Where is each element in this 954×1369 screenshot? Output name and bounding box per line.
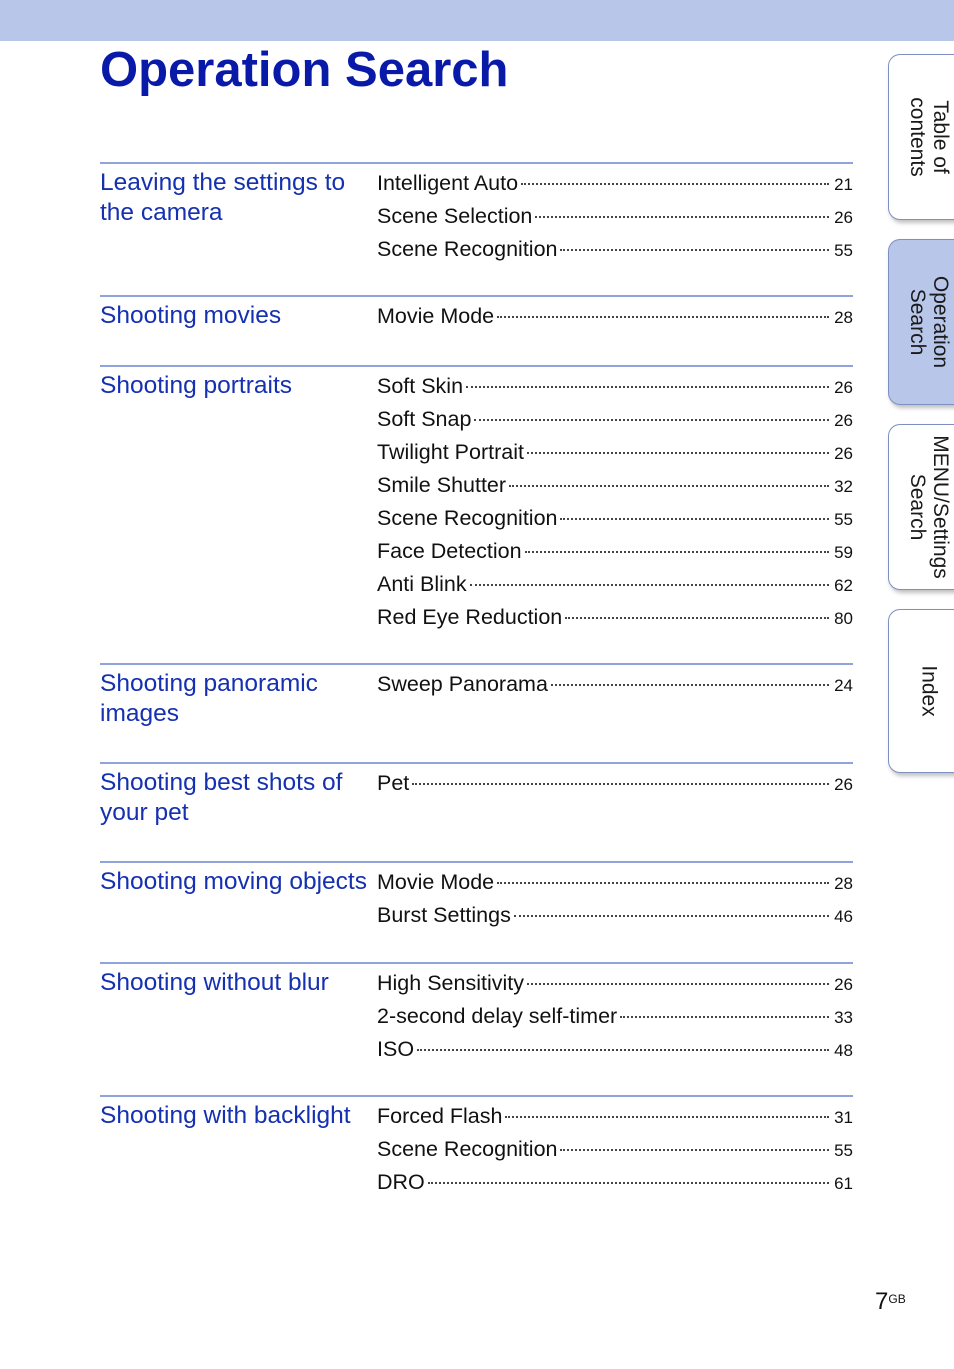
dot-leader	[521, 183, 829, 185]
section-shooting-panoramic-images	[100, 663, 853, 727]
entry-page-number: 26	[834, 208, 853, 227]
entry-page-number: 46	[834, 907, 853, 926]
entry-link-twilight-portrait[interactable]	[377, 436, 853, 469]
entry-page-number: 28	[834, 874, 853, 893]
page-number-value: 7	[875, 1288, 889, 1315]
entry-page-number: 26	[834, 975, 853, 994]
dot-leader	[560, 249, 829, 251]
section-heading: Shooting moving objects	[100, 868, 367, 895]
entry-page-number: 26	[834, 444, 853, 463]
entry-link-movie-mode[interactable]	[377, 866, 853, 899]
entry-page-number: 61	[834, 1174, 853, 1193]
entry-page-number: 59	[834, 543, 853, 562]
section-heading: Leaving the settings to the camera	[100, 169, 346, 226]
tab-label: Operation Search	[905, 275, 952, 369]
entry-link-forced-flash[interactable]	[377, 1100, 853, 1133]
entry-label: Intelligent Auto	[377, 171, 519, 195]
dot-leader	[412, 783, 829, 785]
section-shooting-portraits	[100, 365, 853, 629]
entry-page-number: 26	[834, 378, 853, 397]
entry-list	[377, 967, 853, 1066]
dot-leader	[560, 1149, 829, 1151]
entry-page-number: 28	[834, 308, 853, 327]
section-shooting-best-shots-of-your-pet	[100, 762, 853, 826]
dot-leader	[474, 419, 829, 421]
dot-leader	[505, 1116, 829, 1118]
entry-list	[377, 370, 853, 634]
entry-list	[377, 167, 853, 266]
entry-link-smile-shutter[interactable]	[377, 469, 853, 502]
dot-leader	[514, 915, 829, 917]
tab-label: Index	[917, 665, 940, 717]
entry-page-number: 26	[834, 775, 853, 794]
entry-label: Forced Flash	[377, 1104, 503, 1128]
dot-leader	[525, 551, 829, 553]
entry-link-soft-skin[interactable]	[377, 370, 853, 403]
section-heading: Shooting panoramic images	[100, 670, 318, 727]
tab-operation-search[interactable]	[888, 239, 954, 405]
entry-page-number: 33	[834, 1008, 853, 1027]
entry-label: Smile Shutter	[377, 473, 507, 497]
entry-link-dro[interactable]	[377, 1166, 853, 1199]
entry-label: DRO	[377, 1170, 425, 1194]
tab-menu-settings-search[interactable]	[888, 424, 954, 590]
entry-page-number: 32	[834, 477, 853, 496]
section-shooting-with-backlight	[100, 1095, 853, 1194]
page-number	[875, 1288, 906, 1316]
entry-link-sweep-panorama[interactable]	[377, 668, 853, 701]
section-heading: Shooting best shots of your pet	[100, 769, 343, 826]
entry-page-number: 55	[834, 1141, 853, 1160]
entry-link-iso[interactable]	[377, 1033, 853, 1066]
section-shooting-movies	[100, 295, 853, 329]
entry-list	[377, 668, 853, 701]
entry-link-2-second-delay-self-timer[interactable]	[377, 1000, 853, 1033]
dot-leader	[509, 485, 829, 487]
entry-label: Face Detection	[377, 539, 522, 563]
dot-leader	[497, 316, 829, 318]
page-number-suffix: GB	[888, 1292, 906, 1306]
entry-label: Burst Settings	[377, 903, 511, 927]
entry-link-scene-selection[interactable]	[377, 200, 853, 233]
dot-leader	[428, 1182, 829, 1184]
page-title: Operation Search	[100, 43, 509, 97]
dot-leader	[497, 882, 829, 884]
entry-page-number: 62	[834, 576, 853, 595]
entry-page-number: 55	[834, 241, 853, 260]
entry-label: Soft Skin	[377, 374, 464, 398]
entry-label: 2-second delay self-timer	[377, 1004, 618, 1028]
dot-leader	[470, 584, 829, 586]
section-heading: Shooting with backlight	[100, 1102, 351, 1129]
entry-link-face-detection[interactable]	[377, 535, 853, 568]
entry-label: Pet	[377, 771, 410, 795]
tab-label: Table of contents	[905, 97, 952, 177]
entry-link-scene-recognition[interactable]	[377, 502, 853, 535]
header-band	[0, 0, 954, 41]
entry-link-intelligent-auto[interactable]	[377, 167, 853, 200]
entry-link-high-sensitivity[interactable]	[377, 967, 853, 1000]
section-heading: Shooting movies	[100, 302, 282, 329]
entry-label: ISO	[377, 1037, 415, 1061]
entry-list	[377, 1100, 853, 1199]
section-leaving-the-settings-to-the-camera	[100, 162, 853, 261]
dot-leader	[565, 617, 829, 619]
section-shooting-moving-objects	[100, 861, 853, 927]
entry-link-pet[interactable]	[377, 767, 853, 800]
entry-label: Scene Recognition	[377, 506, 558, 530]
entry-link-scene-recognition[interactable]	[377, 1133, 853, 1166]
entry-label: Soft Snap	[377, 407, 472, 431]
entry-link-red-eye-reduction[interactable]	[377, 601, 853, 634]
dot-leader	[535, 216, 829, 218]
entry-label: Movie Mode	[377, 870, 495, 894]
entry-list	[377, 866, 853, 932]
entry-label: Scene Recognition	[377, 1137, 558, 1161]
section-heading: Shooting without blur	[100, 969, 329, 996]
entry-label: Scene Selection	[377, 204, 533, 228]
entry-page-number: 26	[834, 411, 853, 430]
entry-label: Red Eye Reduction	[377, 605, 563, 629]
entry-link-movie-mode[interactable]	[377, 300, 853, 333]
entry-label: High Sensitivity	[377, 971, 524, 995]
entry-page-number: 55	[834, 510, 853, 529]
entry-label: Sweep Panorama	[377, 672, 548, 696]
tab-index[interactable]	[888, 609, 954, 773]
entry-page-number: 24	[834, 676, 853, 695]
entry-page-number: 31	[834, 1108, 853, 1127]
entry-link-soft-snap[interactable]	[377, 403, 853, 436]
section-shooting-without-blur	[100, 962, 853, 1061]
dot-leader	[551, 684, 829, 686]
entry-label: Anti Blink	[377, 572, 467, 596]
entry-link-scene-recognition[interactable]	[377, 233, 853, 266]
dot-leader	[527, 452, 829, 454]
entry-label: Movie Mode	[377, 304, 495, 328]
entry-page-number: 80	[834, 609, 853, 628]
dot-leader	[560, 518, 829, 520]
entry-list	[377, 300, 853, 333]
entry-list	[377, 767, 853, 800]
dot-leader	[466, 386, 829, 388]
tab-table-of-contents[interactable]	[888, 54, 954, 220]
entry-label: Twilight Portrait	[377, 440, 524, 464]
section-heading: Shooting portraits	[100, 372, 293, 399]
entry-link-burst-settings[interactable]	[377, 899, 853, 932]
entry-page-number: 21	[834, 175, 853, 194]
entry-page-number: 48	[834, 1041, 853, 1060]
entry-link-anti-blink[interactable]	[377, 568, 853, 601]
dot-leader	[417, 1049, 829, 1051]
entry-label: Scene Recognition	[377, 237, 558, 261]
tab-label: MENU/Settings Search	[905, 435, 952, 579]
dot-leader	[620, 1016, 829, 1018]
dot-leader	[527, 983, 829, 985]
